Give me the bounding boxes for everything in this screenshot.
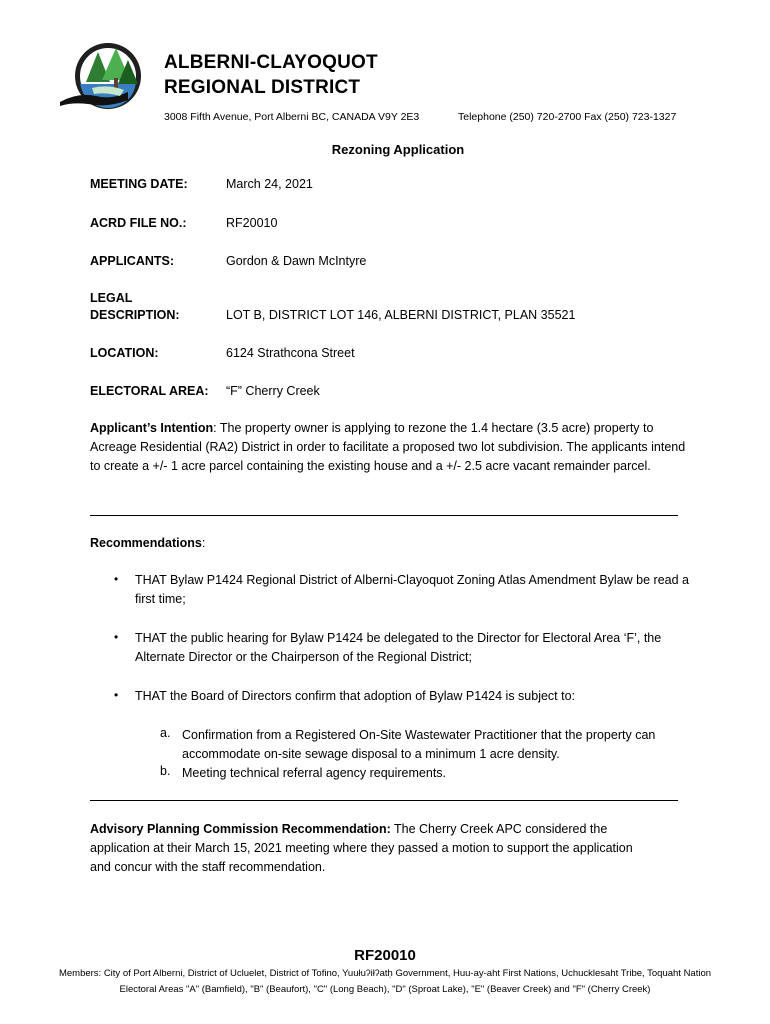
- bullet-icon: •: [114, 572, 119, 586]
- legal-value: LOT B, DISTRICT LOT 146, ALBERNI DISTRICT, PLAN 35521: [226, 308, 576, 322]
- recommendation-item: THAT the Board of Directors confirm that adoption of Bylaw P1424 is subject to:: [135, 689, 576, 703]
- divider: [90, 515, 678, 516]
- org-name-line2: REGIONAL DISTRICT: [164, 77, 361, 98]
- recommendation-item: THAT Bylaw P1424 Regional District of Alberni-Clayoquot Zoning Atlas Amendment Bylaw be read a first time;: [135, 573, 689, 606]
- bullet-icon: •: [114, 688, 119, 702]
- recommendations-heading: Recommendations:: [90, 536, 206, 550]
- applicants-value: Gordon & Dawn McIntyre: [226, 254, 367, 268]
- sub-item-marker: b.: [160, 764, 171, 778]
- divider: [90, 800, 678, 801]
- recommendations-label: Recommendations: [90, 536, 202, 550]
- footer-file-code: RF20010: [354, 947, 416, 964]
- legal-label-line1: LEGAL: [90, 291, 133, 305]
- bullet-icon: •: [114, 630, 119, 644]
- sub-item-marker: a.: [160, 726, 171, 740]
- electoral-area-label: ELECTORAL AREA:: [90, 384, 209, 398]
- sub-item-text: Confirmation from a Registered On-Site Wastewater Practitioner that the property can accommodate on-site sewage disposal to a minimum 1 acre density.: [182, 728, 656, 761]
- file-no-label: ACRD FILE NO.:: [90, 216, 187, 230]
- org-name: [164, 50, 378, 100]
- applicant-intention: [90, 419, 690, 476]
- org-name-line1: ALBERNI-CLAYOQUOT: [164, 52, 378, 73]
- acrd-logo-icon: [58, 40, 154, 116]
- electoral-area-value: “F” Cherry Creek: [226, 384, 320, 398]
- footer-members: Members: City of Port Alberni, District of Ucluelet, District of Tofino, Yuułuʔiłʔatḥ Government, Huu-ay-aht First Nations, Uchucklesaht Tribe, Toquaht Nation: [58, 968, 712, 979]
- apc-text: The Cherry Creek APC considered the application at their March 15, 2021 meeting where they passed a motion to support the application and concur with the staff recommendation.: [90, 822, 633, 874]
- page-title: Rezoning Application: [331, 142, 465, 157]
- meeting-date-label: MEETING DATE:: [90, 177, 188, 191]
- intention-text: : The property owner is applying to rezone the 1.4 hectare (3.5 acre) property to Acreage Residential (RA2) District in order to facilitate a proposed two lot subdivision. The applicants intend to create a +/- 1 acre parcel containing the existing house and a +/- 2.5 acre vacant remainder parcel.: [90, 421, 686, 473]
- applicants-label: APPLICANTS:: [90, 254, 175, 268]
- meeting-date-value: March 24, 2021: [226, 177, 313, 191]
- file-no-value: RF20010: [226, 216, 278, 230]
- apc-label: Advisory Planning Commission Recommendation:: [90, 822, 391, 836]
- intention-label: Applicant’s Intention: [90, 421, 214, 435]
- location-value: 6124 Strathcona Street: [226, 346, 355, 360]
- sub-item-text: Meeting technical referral agency requirements.: [182, 766, 447, 780]
- location-label: LOCATION:: [90, 346, 159, 360]
- org-address: 3008 Fifth Avenue, Port Alberni BC, CANADA V9Y 2E3: [164, 111, 420, 123]
- org-telephone: Telephone (250) 720-2700 Fax (250) 723-1327: [458, 111, 677, 123]
- apc-recommendation: [90, 820, 650, 877]
- legal-label-line2: DESCRIPTION:: [90, 308, 180, 322]
- recommendation-item: THAT the public hearing for Bylaw P1424 be delegated to the Director for Electoral Area ‘F’, the Alternate Director or the Chairperson of the Regional District;: [135, 631, 662, 664]
- footer-electoral-areas: Electoral Areas "A" (Bamfield), "B" (Beaufort), "C" (Long Beach), "D" (Sproat Lake), "E" (Beaver Creek) and "F" (Cherry Creek): [119, 984, 651, 995]
